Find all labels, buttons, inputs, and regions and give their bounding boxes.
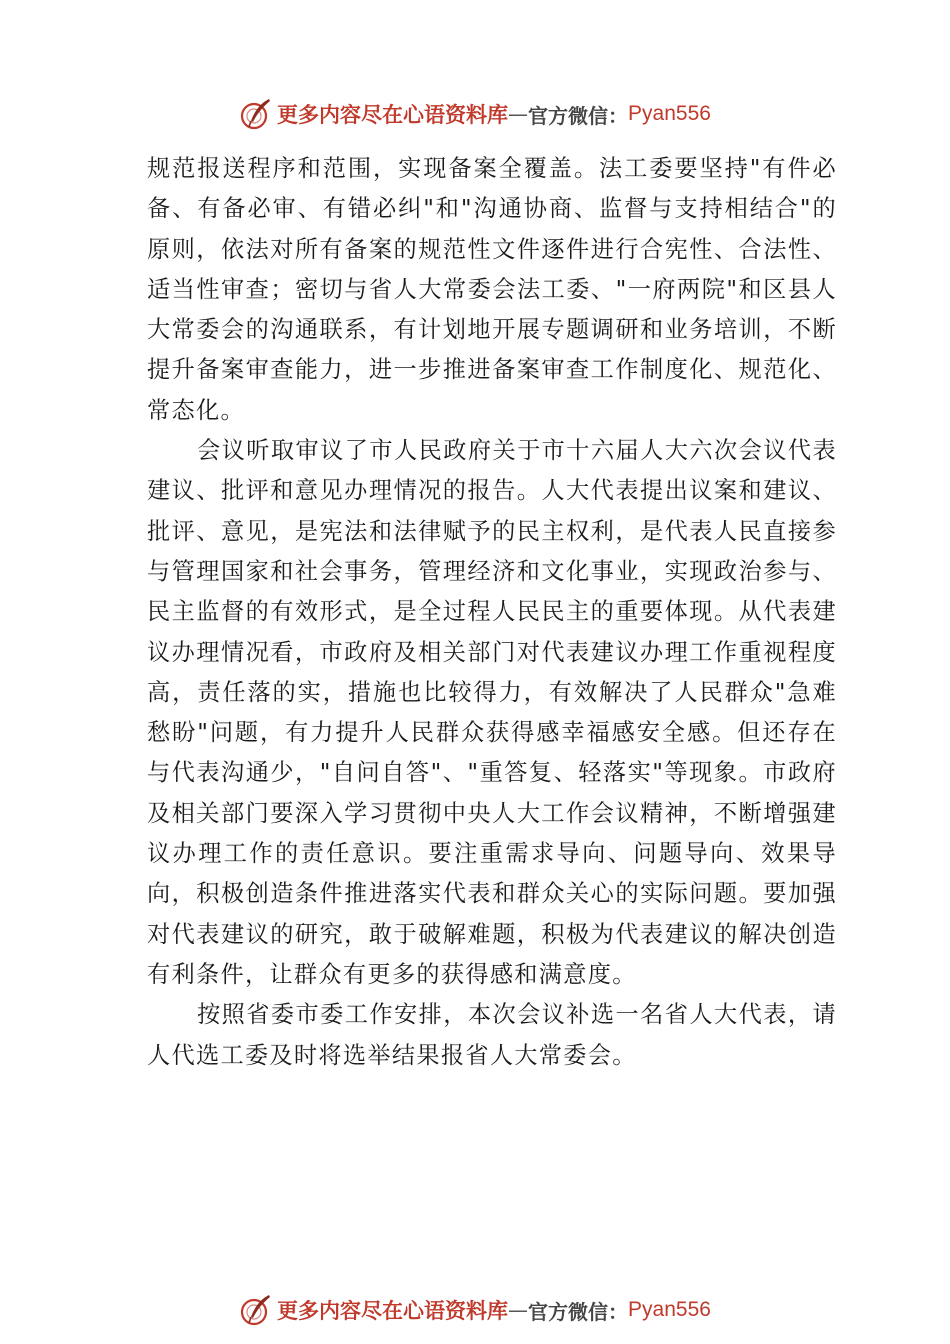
body-paragraph: 按照省委市委工作安排，本次会议补选一名省人大代表，请人代选工委及时将选举结果报省人大常委会。 [147, 1001, 837, 1069]
watermark-brand-text: 更多内容尽在心语资料库 [277, 1298, 509, 1323]
watermark-wechat-label: 官方微信： [528, 1299, 629, 1324]
body-paragraph: 会议听取审议了市人民政府关于市十六届人大六次会议代表建议、批评和意见办理情况的报告。人大代表提出议案和建议、批评、意见，是宪法和法律赋予的民主权利，是代表人民直接参与管理国家和社会事务，管理经济和文化事业，实现政治参与、民主监督的有效形式，是全过程人民民主的重要体现。从代表建议办理情况看，市政府及相关部门对代表建议办理工作重视程度高，责任落的实，措施也比较得力，有效解决了人民群众"急难愁盼"问题，有力提升人民群众获得感幸福感安全感。但还存在与代表沟通少，"自问自答"、"重答复、轻落实"等现象。市政府及相关部门要深入学习贯彻中央人大工作会议精神，不断增强建议办理工作的责任意识。要注重需求导向、问题导向、效果导向，积极创造条件推进落实代表和群众关心的实际问题。要加强对代表建议的研究，敢于破解难题，积极为代表建议的解决创造有利条件，让群众有更多的获得感和满意度。 [147, 437, 837, 988]
body-paragraph: 规范报送程序和范围，实现备案全覆盖。法工委要坚持"有件必备、有备必审、有错必纠"和"沟通协商、监督与支持相结合"的原则，依法对所有备案的规范性文件逐件进行合宪性、合法性、适当性审查；密切与省人大常委会法工委、"一府两院"和区县人大常委会的沟通联系，有计划地开展专题调研和业务培训，不断提升备案审查能力，进一步推进备案审查工作制度化、规范化、常态化。 [147, 155, 837, 424]
header-watermark-banner [0, 94, 950, 134]
watermark-wechat-id: Pyan556 [628, 102, 711, 125]
watermark-brand-text: 更多内容尽在心语资料库 [277, 102, 509, 127]
quill-pen-icon [239, 97, 273, 131]
watermark-dash: — [508, 1298, 529, 1322]
watermark-wechat-label: 官方微信： [528, 103, 629, 128]
watermark-dash: — [508, 102, 529, 126]
document-body [147, 149, 837, 1076]
watermark-wechat-id: Pyan556 [628, 1298, 711, 1321]
quill-pen-icon [239, 1293, 273, 1327]
footer-watermark-banner [0, 1290, 950, 1330]
